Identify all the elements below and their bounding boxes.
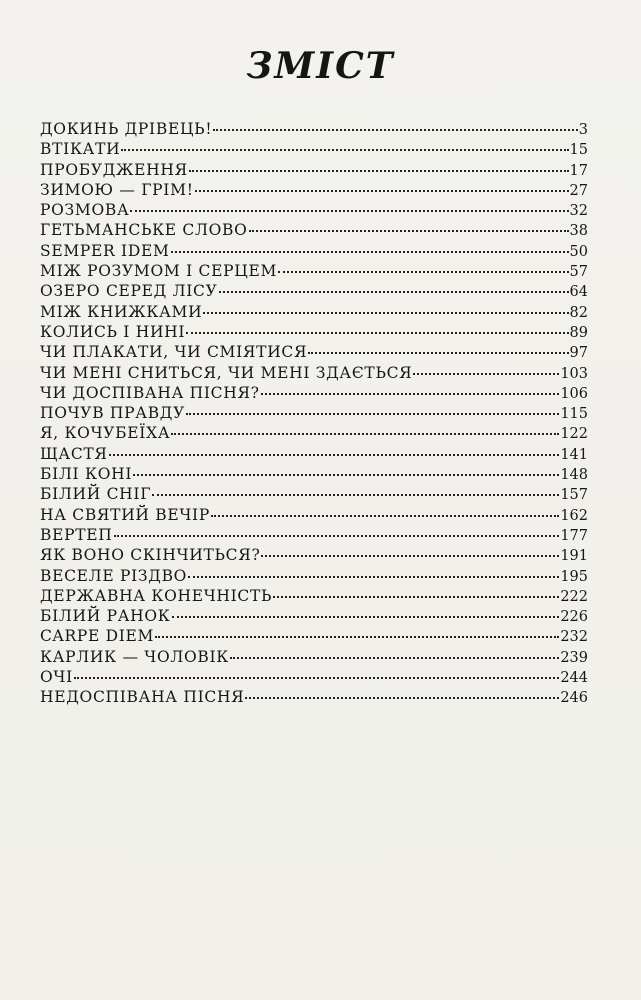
toc-entry-title: ПРОБУДЖЕННЯ: [40, 160, 188, 179]
dot-leader: [219, 291, 569, 293]
toc-entry-page-number: 97: [569, 345, 588, 362]
toc-entry-title: ОЧІ: [40, 668, 73, 687]
dot-leader: [308, 352, 568, 354]
toc-entry-title: ВЕРТЕП: [40, 525, 113, 544]
toc-entry: [40, 687, 588, 707]
dot-leader: [195, 190, 569, 192]
dot-leader: [261, 555, 559, 557]
toc-entry: [40, 566, 588, 586]
toc-entry: [40, 626, 588, 646]
dot-leader: [188, 576, 559, 578]
toc-entry-page-number: 157: [560, 487, 588, 504]
toc-entry: [40, 606, 588, 626]
dot-leader: [172, 616, 560, 618]
toc-entry: [40, 647, 588, 667]
toc-entry: [40, 505, 588, 525]
dot-leader: [171, 251, 569, 253]
toc-entry-page-number: 106: [560, 385, 588, 402]
toc-entry-page-number: 17: [569, 162, 588, 179]
toc-entry-title: ПОЧУВ ПРАВДУ: [40, 404, 186, 423]
toc-entry: [40, 545, 588, 565]
dot-leader: [245, 697, 559, 699]
toc-entry-title: CARPE DIEM: [40, 627, 155, 646]
toc-entry-title: ВТІКАТИ: [40, 140, 121, 159]
toc-entry-title: МІЖ КНИЖКАМИ: [40, 302, 203, 321]
toc-entry: [40, 322, 588, 342]
toc-entry-page-number: 115: [560, 406, 588, 423]
page-title: ЗМІСТ: [246, 45, 395, 87]
dot-leader: [413, 373, 559, 375]
dot-leader: [249, 230, 569, 232]
toc-entry: [40, 363, 588, 383]
toc-entry: [40, 484, 588, 504]
toc-entry: [40, 525, 588, 545]
toc-entry-page-number: 122: [560, 426, 588, 443]
dot-leader: [186, 413, 559, 415]
toc-entry-title: НЕДОСПІВАНА ПІСНЯ: [40, 688, 245, 707]
toc-entry-title: ДОКИНЬ ДРІВЕЦЬ!: [40, 120, 213, 138]
toc-entry-page-number: 226: [560, 609, 588, 626]
dot-leader: [273, 596, 559, 598]
dot-leader: [186, 332, 568, 334]
toc-entry-page-number: 162: [560, 507, 588, 524]
dot-leader: [278, 271, 568, 273]
toc-entry: [40, 342, 588, 362]
toc-entry-page-number: 191: [560, 548, 588, 565]
toc-entry-page-number: 27: [569, 182, 588, 199]
toc-entry-title: Я, КОЧУБЕЇХА: [40, 424, 171, 443]
toc-entry-page-number: 50: [569, 243, 588, 260]
toc-entry-page-number: 222: [560, 588, 588, 605]
toc-entry-title: КОЛИСЬ І НИНІ: [40, 322, 186, 341]
toc-entry-page-number: 141: [560, 446, 588, 463]
dot-leader: [171, 433, 559, 435]
toc-entry-title: ВЕСЕЛЕ РІЗДВО: [40, 566, 188, 585]
toc-entry: [40, 281, 588, 301]
dot-leader: [130, 210, 568, 212]
toc-entry-title: ЧИ МЕНІ СНИТЬСЯ, ЧИ МЕНІ ЗДАЄТЬСЯ: [40, 363, 413, 382]
toc-entry-page-number: 246: [560, 690, 588, 707]
toc-entry-page-number: 64: [569, 284, 588, 301]
toc-entry-title: БІЛІ КОНІ: [40, 465, 133, 484]
toc-entry: [40, 200, 588, 220]
dot-leader: [74, 677, 559, 679]
dot-leader: [203, 312, 568, 314]
toc-entry-title: ДЕРЖАВНА КОНЕЧНІСТЬ: [40, 586, 273, 605]
toc-entry: [40, 586, 588, 606]
toc-entry-title: РОЗМОВА: [40, 201, 130, 220]
dot-leader: [152, 494, 559, 496]
toc-entry-title: ГЕТЬМАНСЬКЕ СЛОВО: [40, 221, 248, 240]
toc-entry-title: КАРЛИК — ЧОЛОВІК: [40, 647, 230, 666]
dot-leader: [121, 149, 568, 151]
toc-entry-page-number: 89: [569, 324, 588, 341]
toc-entry: [40, 423, 588, 443]
toc-entry: [40, 139, 588, 159]
toc-entry-title: ЧИ ДОСПІВАНА ПІСНЯ?: [40, 383, 260, 402]
toc-entry: [40, 667, 588, 687]
dot-leader: [109, 454, 560, 456]
dot-leader: [230, 657, 559, 659]
toc-entry: [40, 403, 588, 423]
toc-entry: [40, 302, 588, 322]
dot-leader: [261, 393, 560, 395]
dot-leader: [155, 636, 559, 638]
toc-entry-page-number: 239: [560, 649, 588, 666]
toc-entry: [40, 383, 588, 403]
toc-entry-title: ЩАСТЯ: [40, 444, 108, 463]
toc-entry-title: ЗИМОЮ — ГРІМ!: [40, 180, 194, 199]
toc-entry: [40, 241, 588, 261]
toc-entry-page-number: 38: [569, 223, 588, 240]
toc-entry: [40, 220, 588, 240]
toc-entry-title: SEMPER IDEM: [40, 241, 170, 260]
toc-entry-page-number: 244: [560, 670, 588, 687]
toc-entry-page-number: 148: [560, 467, 588, 484]
toc-entry-page-number: 57: [569, 264, 588, 281]
toc-entry: [40, 261, 588, 281]
toc-entry-page-number: 195: [560, 568, 588, 585]
toc-entry: [40, 464, 588, 484]
toc-entry-page-number: 177: [560, 527, 588, 544]
dot-leader: [211, 515, 559, 517]
toc-entry-title: НА СВЯТИЙ ВЕЧІР: [40, 505, 210, 524]
toc-entry-page-number: 103: [560, 365, 588, 382]
toc-entry-page-number: 232: [560, 629, 588, 646]
toc-entry-page-number: 15: [569, 142, 588, 159]
dot-leader: [213, 129, 578, 131]
dot-leader: [114, 535, 560, 537]
toc-entry: [40, 444, 588, 464]
toc-entry: [40, 119, 588, 139]
dot-leader: [133, 474, 559, 476]
toc-entry-page-number: 3: [578, 122, 588, 138]
toc-entry: [40, 180, 588, 200]
table-of-contents: [40, 119, 588, 708]
toc-entry-page-number: 82: [569, 304, 588, 321]
toc-entry-page-number: 32: [569, 203, 588, 220]
toc-entry-title: МІЖ РОЗУМОМ І СЕРЦЕМ: [40, 262, 278, 281]
toc-entry-title: ОЗЕРО СЕРЕД ЛІСУ: [40, 282, 218, 301]
toc-entry-title: БІЛИЙ РАНОК: [40, 607, 171, 626]
toc-entry-title: БІЛИЙ СНІГ: [40, 485, 152, 504]
toc-entry-title: ЧИ ПЛАКАТИ, ЧИ СМІЯТИСЯ: [40, 343, 308, 362]
toc-entry: [40, 160, 588, 180]
dot-leader: [189, 170, 569, 172]
toc-entry-title: ЯК ВОНО СКІНЧИТЬСЯ?: [40, 546, 261, 565]
